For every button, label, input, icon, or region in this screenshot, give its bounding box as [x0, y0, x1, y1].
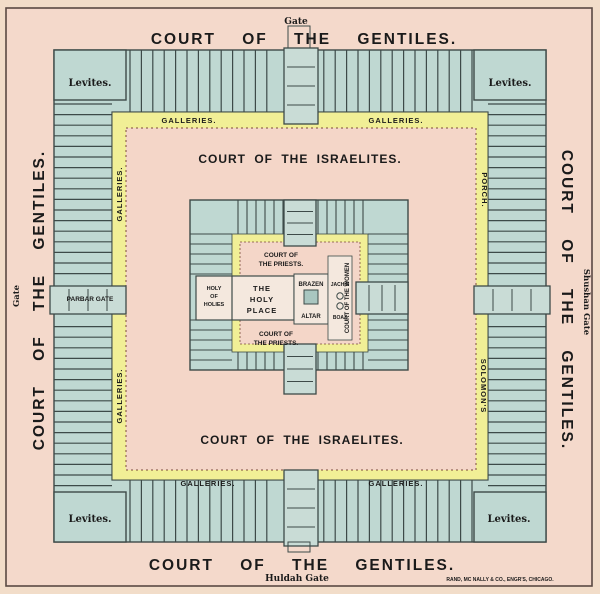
holy-place-1: THE — [253, 284, 271, 293]
gentiles-bottom-label: COURT OF THE GENTILES. — [148, 557, 456, 574]
altar-label: ALTAR — [301, 314, 321, 320]
priests-bottom-line1: COURT OF — [259, 331, 293, 338]
parbar-gate-label: PARBAR GATE — [66, 296, 114, 303]
gentiles-top-label: COURT OF THE GENTILES. — [150, 31, 458, 48]
israelites-bottom-label: COURT OF THE ISRAELITES. — [200, 433, 404, 447]
galleries-top-right: GALLERIES. — [368, 116, 424, 125]
galleries-left-top: GALLERIES. — [115, 166, 124, 222]
brazen-altar — [304, 290, 318, 304]
levites-sw-label: Levites. — [68, 514, 112, 525]
galleries-bottom-right: GALLERIES. — [368, 479, 424, 488]
holy-of-holies-1: HOLY — [206, 286, 222, 292]
solomons-label: SOLOMON'S — [479, 358, 488, 414]
levites-room-nw — [54, 50, 126, 100]
levites-se-label: Levites. — [487, 514, 531, 525]
levites-room-ne — [474, 50, 546, 100]
court-of-women-label: COURT OF THE WOMEN — [345, 262, 351, 334]
gate-bottom-label: Huldah Gate — [265, 574, 329, 584]
gate-left-label: Gate — [12, 284, 22, 308]
galleries-bottom-left: GALLERIES. — [180, 479, 236, 488]
porch-label: PORCH. — [480, 172, 489, 208]
gentiles-left-label: COURT OF THE GENTILES. — [31, 149, 48, 451]
priests-top-line1: COURT OF — [264, 252, 298, 259]
engraver-credit: RAND, MC NALLY & CO., ENGR'S, CHICAGO. — [446, 577, 554, 583]
holy-place-3: PLACE — [246, 306, 278, 315]
israelites-top-label: COURT OF THE ISRAELITES. — [198, 152, 402, 166]
holy-of-holies-3: HOLIES — [203, 302, 225, 308]
jachin-label: JACHIN — [330, 282, 350, 288]
galleries-left-bottom: GALLERIES. — [115, 368, 124, 424]
levites-ne-label: Levites. — [488, 78, 532, 89]
gate-right-label: Shushan Gate — [581, 268, 591, 336]
priests-bottom-line2: THE PRIESTS. — [253, 340, 299, 347]
holy-place-2: HOLY — [249, 295, 275, 304]
holy-of-holies-2: OF — [210, 294, 218, 300]
boaz-label: BOAZ — [332, 315, 348, 321]
levites-nw-label: Levites. — [68, 78, 112, 89]
priests-top-line2: THE PRIESTS. — [258, 261, 304, 268]
galleries-top-left: GALLERIES. — [161, 116, 217, 125]
gentiles-right-label: COURT OF THE GENTILES. — [558, 149, 575, 451]
brazen-label: BRAZEN — [298, 282, 324, 288]
gate-top-label: Gate — [284, 17, 308, 27]
